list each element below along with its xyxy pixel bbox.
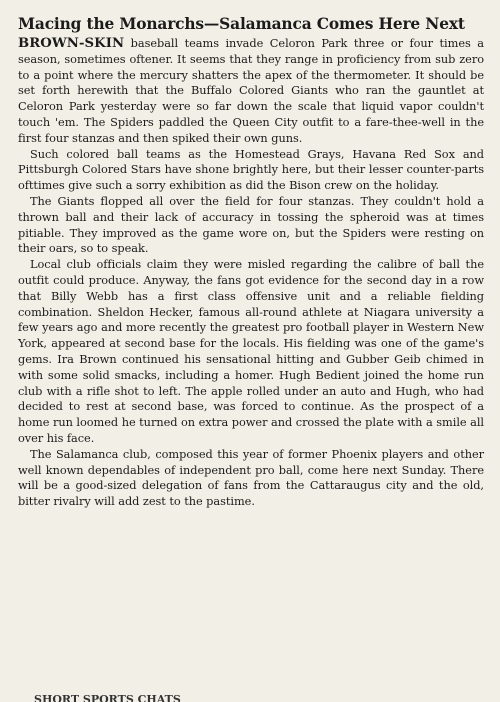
- article-headline: Macing the Monarchs—Salamanca Comes Here Next: [18, 15, 465, 33]
- paragraph-salamanca-club: The Salamanca club, composed this year of former Phoenix players and other well known dependables of independent pro ball, come here next Sunday. There will be a good-sized delegation of fans from the Cattaraugus city and the old, bitter rivalry will add zest to the pastime.: [18, 446, 484, 509]
- paragraph-local-officials: Local club officials claim they were misled regarding the calibre of ball the outfit could produce. Anyway, the fans got evidence for the second day in a row that Billy Webb has a first class offensive unit and a reliable fielding combination. Sheldon Hecker, famous all-round athlete at Niagara university a few years ago and more recently the greatest pro football player in Western New York, appeared at second base for the locals. His fielding was one of the game's gems. Ira Brown continued his sensational hitting and Gubber Geib chimed in with some solid smacks, including a homer. Hugh Bedient joined the home run club with a rifle shot to left. The apple rolled under an auto and Hugh, who had decided to rest at second base, was forced to continue. As the prospect of a home run loomed he turned on extra power and crossed the plate with a smile all over his face.: [18, 257, 484, 445]
- article-body: [18, 36, 484, 510]
- lead-paragraph-text: baseball teams invade Celoron Park three or four times a season, sometimes oftener. It seems that they range in proficiency from sub zero to a point where the mercury shatters the apex of the thermometer. It should be set forth herewith that the Buffalo Colored Giants who ran the gauntlet at Celoron Park yesterday were so far down the scale that liquid vapor couldn't touch 'em. The Spiders paddled the Queen City outfit to a fare-thee-well in the first four stanzas and then spiked their own guns.: [18, 36, 484, 145]
- paragraph-giants-flopped: The Giants flopped all over the field for four stanzas. They couldn't hold a thrown ball and their lack of accuracy in tossing the spheroid was at times pitiable. They improved as the game wore on, but the Spiders were resting on their oars, so to speak.: [18, 193, 484, 256]
- lead-dropcaps: BROWN-SKIN: [18, 36, 125, 51]
- next-article-heading: SHORT SPORTS CHATS: [34, 693, 181, 702]
- lead-paragraph: [18, 36, 484, 147]
- next-article-heading-strip: [0, 693, 500, 702]
- paragraph-colored-teams: Such colored ball teams as the Homestead Grays, Havana Red Sox and Pittsburgh Colored Stars have shone brightly here, but their lesser counter-parts ofttimes give such a sorry exhibition as did the Bison crew on the holiday.: [18, 146, 484, 193]
